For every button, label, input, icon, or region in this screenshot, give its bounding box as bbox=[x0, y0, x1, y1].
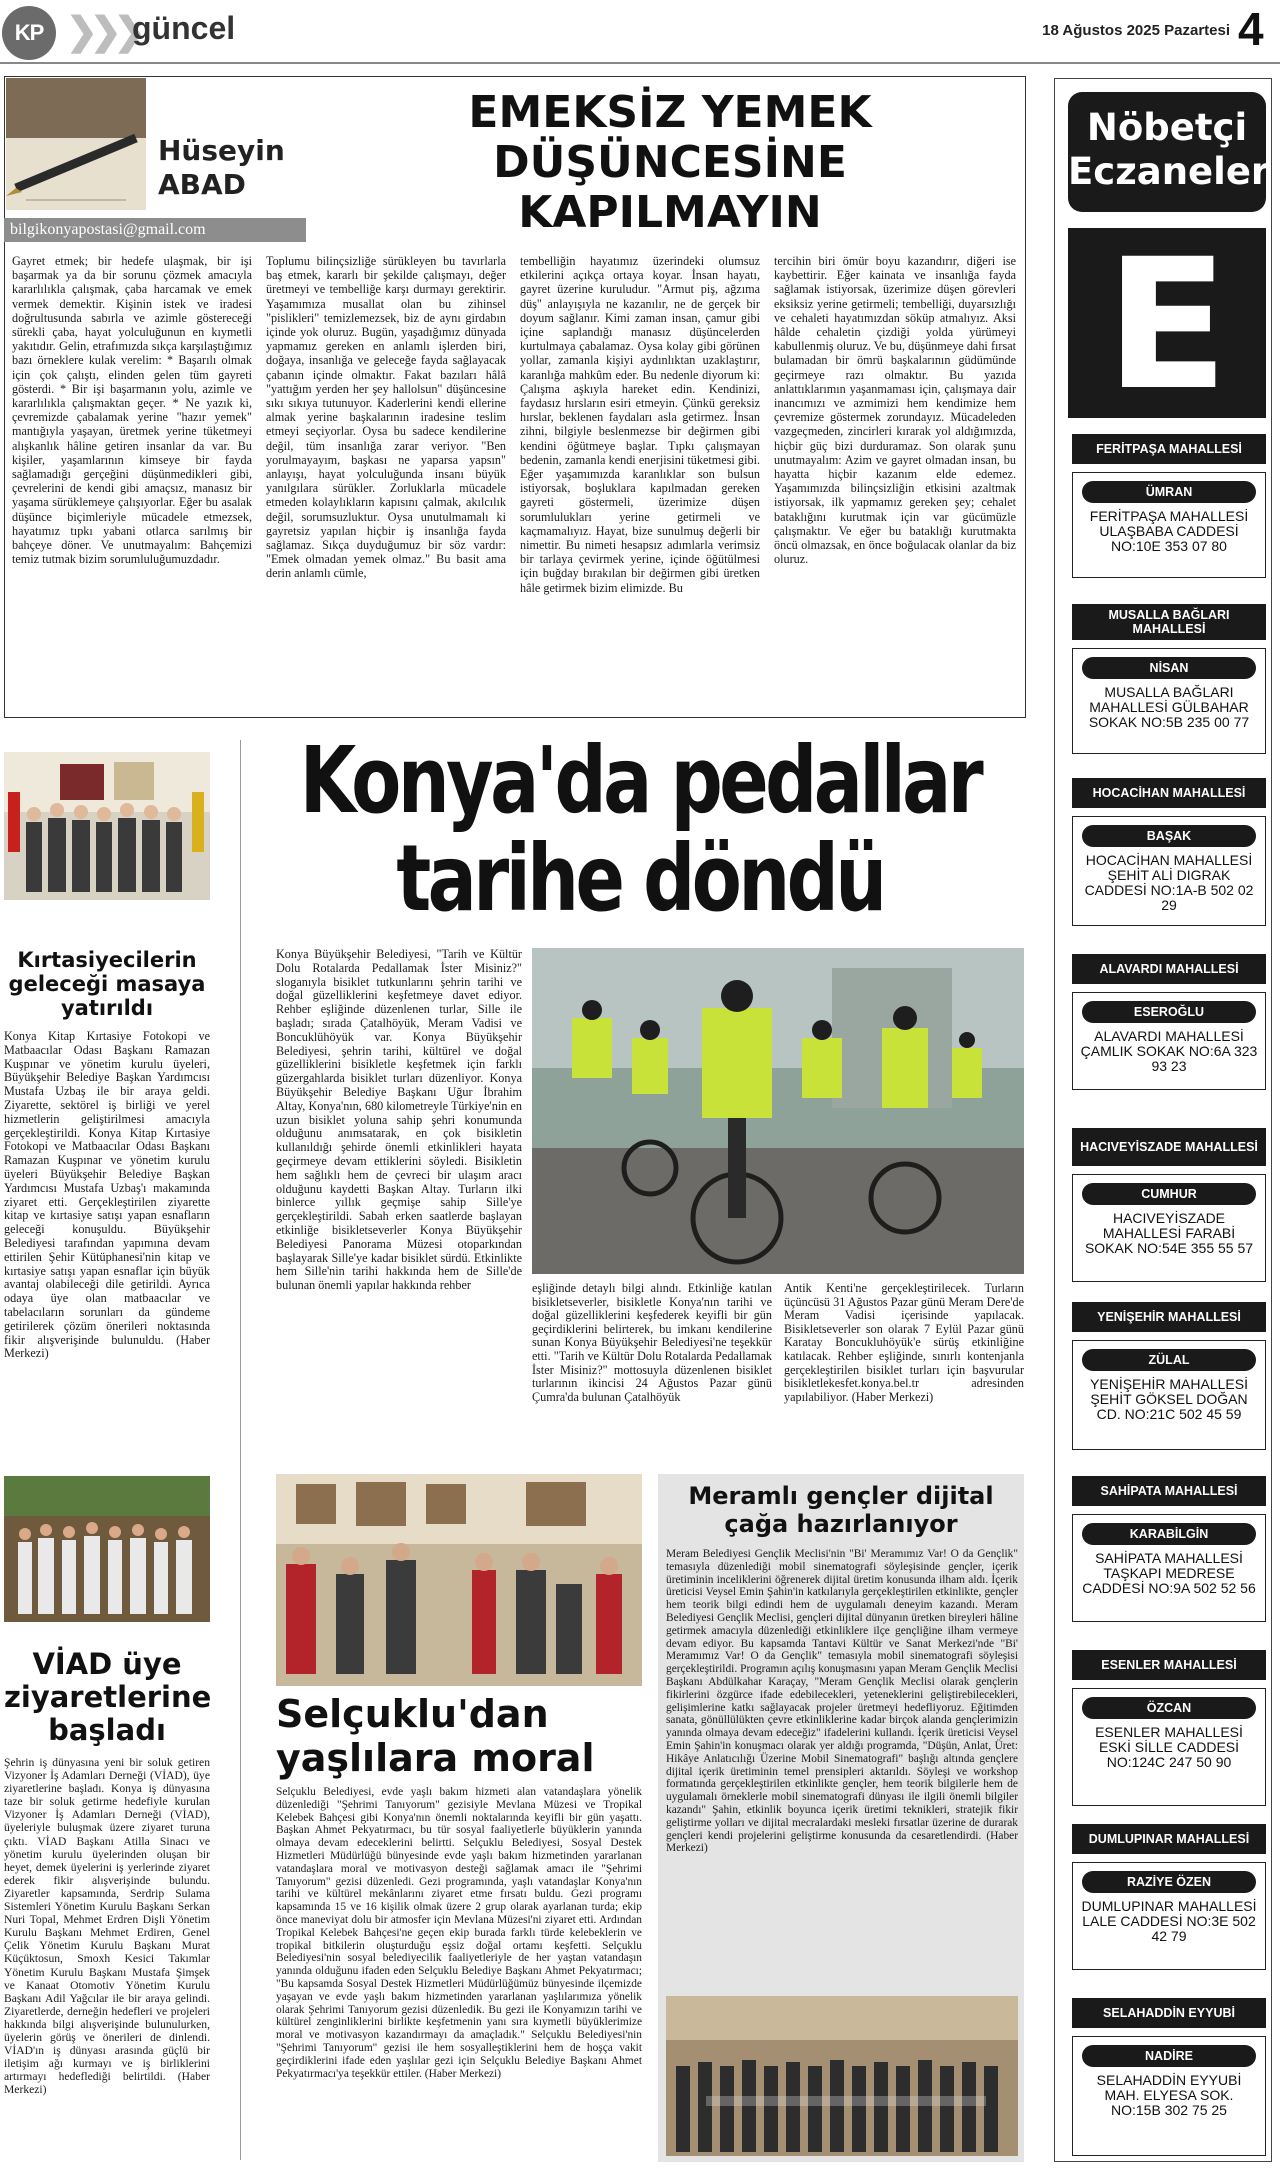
selcuklu-text: Selçuklu Belediyesi, evde yaşlı bakım hizmeti alan vatandaşlara yönelik düzenlediği "Şehrimi Tanıyorum" gezisiyle Mevlana Müzesi ve Tropikal Kelebek Bahçesi gibi Konya'nın önemli noktalarında keyifli bir gün yaşattı. Başkan Ahmet Pekyatırmacı, bu tür sosyal faaliyetlerle büyüklerin yanında olmaya devam edeceklerini belirtti. Selçuklu Belediyesi, Sosyal Destek Hizmetleri Müdürlüğü bünyesinde evde yaşlı bakım hizmetinden yararlanan vatandaşlara moral ve motivasyon desteği sağlamak amacı ile "Şehrimi Tanıyorum" gezisi düzenledi. Gezi programında, yaşlı vatandaşlar Konya'nın tarihi ve kültürel mekânlarını ziyaret etme fırsatı buldu. Gezi programı kapsamında 15 ve 16 kişilik olmak üzere 2 grup olarak ayarlanan turda; ekip önce maneviyat dolu bir atmosfer için Mevlana Müzesi'ni ziyaret etti. Ardından Tropikal Kelebek Bahçesi'ne geçen ekip burada farklı türde kelebeklerin ve tropikal bitkilerin oluşturduğu eşsiz doğal ortamı keşfetti. Selçuklu Belediyesi'nin sosyal belediyecilik faaliyetleriyle de her yaştan vatandaşın yanında olduğunu ifaden eden Selçuklu Belediye Başkanı Ahmet Pekyatırmacı; "Bu kapsamda Sosyal Destek Hizmetleri Müdürlüğümüz bünyesinde ilçemizde yaşayan ve evde yaşlı bakım hizmetinden yararlanan yaşlılarımıza yönelik olarak Şehrimi Tanıyorum gezisi düzenledik. Bu gezi ile Konyamızın tarihi ve kültürel zenginliklerini birlikte keşfetmenin yanı sıra kıymetli büyüklerimize moral ve motivasyon kazandırmayı da amaçladık." Selçuklu Belediyesi'nin "Şehrimi Tanıyorum" gezisi ile hem sosyalleştiklerini hem de hoşça vakit geçirdiklerini ifade eden yaşlılar gezi için Selçuklu Belediye Başkanı Ahmet Pekyatırmacı'ya teşekkür ettiler. (Haber Merkezi) bbox=[276, 1786, 642, 2080]
column-text-1: Gayret etmek; bir hedefe ulaşmak, bir işi başarmak ya da bir sorunu çözmek amacıyla kararlılıkla çalışmak, çaba harcamak ve emek vermek demektir. Kişinin istek ve iradesi doğrultusunda sabırla ve azimle göstereceği sürekli çaba, hayat yolculuğunun en kıymetli yakıtıdır. Gelin, etrafımızda sıkça karşılaştığımız bazı örneklere kulak verelim: * Başarılı olmak için çok çalıştı, elinden gelen tüm gayreti gösterdi. * Bir işi başarmanın yolu, azimle ve kararlılıkla çalışmaktan geçer. * Ne yazık ki, çevremizde çabalamak yerine "hazır yemek" mantığıyla yaşayan, üretmek yerine tüketmeyi alışkanlık hâline getiren insanlar da var. Bu kişiler, yaşamlarının kimseye bir fayda sağlamadığı gerçeğini düşünmedikleri gibi, çevrelerini de kendi gibi amaçsız, manasız bir yaşama sürüklemeye çalışıyorlar. Eğer bu asalak düşünce biçimleriyle mücadele etmezsek, hayatımız tıpkı yabani otlarca sarılmış bir bahçeye döner. Ve unutmayalım: Bahçemizi temiz tutmak bizim sorumluluğumuzdadır. bbox=[12, 254, 252, 567]
viad-headline: VİAD üye ziyaretlerine başladı bbox=[4, 1647, 212, 1747]
konya-text-3: Antik Kenti'ne gerçekleştirilecek. Turların üçüncüsü 31 Ağustos Pazar günü Meram Dere'de Meram Vadisi içerisinde yapılacak. Bisikletseverler son olarak 7 Eylül Pazar günü Karatay Boncukluhöyük'e sürüş etkinliğine katılacak. Rehber eşliğinde, sınırlı kontenjanla gerçekleştirilen bisiklet turları için başvurular bisikletlekesfet.konya.bel.tr adresinden yapılabiliyor. (Haber Merkezi) bbox=[784, 1282, 1024, 1404]
pharmacy-name: RAZİYE ÖZEN bbox=[1082, 1871, 1256, 1893]
pharmacy-card bbox=[1072, 816, 1266, 926]
pharmacy-name: ESEROĞLU bbox=[1082, 1001, 1256, 1023]
cyclists-photo bbox=[532, 948, 1024, 1274]
meram-group-photo bbox=[666, 1996, 1018, 2156]
pharmacy-district: DUMLUPINAR MAHALLESİ bbox=[1072, 1824, 1266, 1854]
fountain-pen-photo bbox=[6, 78, 146, 210]
pharmacy-name: NADİRE bbox=[1082, 2045, 1256, 2067]
pharmacy-name: BAŞAK bbox=[1082, 825, 1256, 847]
header-divider bbox=[0, 62, 1280, 64]
pharmacy-address: YENİŞEHİR MAHALLESİ ŞEHİT GÖKSEL DOĞAN CD. NO:21C 502 45 59 bbox=[1090, 1376, 1248, 1422]
pharmacy-district: SAHİPATA MAHALLESİ bbox=[1072, 1476, 1266, 1506]
konya-text-1: Konya Büyükşehir Belediyesi, "Tarih ve Kültür Dolu Rotalarda Pedallamak İster Misiniz?" sloganıyla bisiklet tutkunlarını şehrin tarihi ve doğal güzelliklerini keşfetmeye davet ediyor. Rehber eşliğinde düzenlenen turlar, Sille ile başladı; sırada Çatalhöyük, Meram Vadisi ve Boncuklühöyük var. Konya Büyükşehir Belediyesi, şehrin tarihi, kültürel ve doğal güzelliklerini bisikletle keşfetmek için farklı güzergahlarda bisiklet turları düzenliyor. Konya Büyükşehir Belediye Başkanı Uğur İbrahim Altay, Konya'nın, 680 kilometreyle Türkiye'nin en uzun bisiklet yoluna sahip şehri konumunda olduğunu anımsatarak, en çok bisikletin kullanıldığı şehirde önemli etkinlikleri hayata geçirmeye devam ettiklerini söyledi. Bisikletin hem sağlıklı hem de çevreci bir ulaşım aracı olduğunu kaydetti Başkan Altay. Turların ilki binlerce yıllık geçmişe sahip Sille'ye gerçekleştirildi. Sabah erken saatlerde başlayan etkinliğe bisikletseverler Konya Büyükşehir Belediyesi Panorama Müzesi otoparkından başlayarak Sille'ye kadar bisiklet sürdü. Etkinlikte hem Sille'nin tarihi hakkında hem de Sille'de bulunan önemli yapılar hakkında rehber bbox=[276, 948, 522, 1293]
author-email[interactable]: bilgikonyapostasi@gmail.com bbox=[4, 218, 306, 242]
pharmacy-name: ÜMRAN bbox=[1082, 481, 1256, 503]
column-text-4: tercihin biri ömür boyu kazandırır, diğeri ise kaybettirir. Eğer kainata ve insanlığa fayda sağlamak istiyorsak, üzerimize düşen görevleri eksiksiz yerine getirmeli; tembelliği, duyarsızlığı ve cehaleti hayatımızdan söküp atmalıyız. Aksi hâlde cehaletin çizdiği yolda yürümeyi kabullenmiş oluruz. Ve bu, düşünmeye dahi fırsat bulamadan bir ömrü başkalarının güdümünde geçirmeye razı olmaktır. Bu yazıda anlattıklarımın yaşanmaması için, çalışmaya dair inancımızı ve azmimizi hem kendimize hem çevremize göstermek zorundayız. Mücadeleden vazgeçmeden, zincirleri kırarak yol aldığımızda, hiçbir güç bizi durduramaz. Son olarak şunu unutmayalım: Azim ve gayret olmadan insan, bu hayatta hiçbir kazanım elde edemez. Yaşamımızda bilinçsizliğin etkisini azaltmak istiyorsak, ilk yapmamız gereken şey; cehalet bataklığını kurutmak için var gücümüzle çalışmaktır. Ve eğer bu bataklığı kurutmakta öncü olmazsak, en önce boğulacak olanlar da biz oluruz. bbox=[774, 254, 1016, 567]
pharmacy-address: ALAVARDI MAHALLESİ ÇAMLIK SOKAK NO:6A 323 93 23 bbox=[1080, 1028, 1258, 1074]
pharmacy-address: HOCACİHAN MAHALLESİ ŞEHİT ALİ DIGRAK CADDESİ NO:1A-B 502 02 29 bbox=[1084, 852, 1254, 913]
pharmacy-e-icon: E bbox=[1068, 228, 1266, 418]
pharmacy-name: ÖZCAN bbox=[1082, 1697, 1256, 1719]
author-name: Hüseyin ABAD bbox=[158, 134, 285, 201]
pharmacy-district: ALAVARDI MAHALLESİ bbox=[1072, 954, 1266, 984]
pharmacy-name: ZÜLAL bbox=[1082, 1349, 1256, 1371]
issue-date: 18 Ağustos 2025 Pazartesi bbox=[1042, 22, 1230, 39]
pharmacy-card bbox=[1072, 1514, 1266, 1622]
viad-text: Şehrin iş dünyasına yeni bir soluk getiren Vizyoner İş Adamları Derneği (VİAD), üye ziyaretlerine başladı. Konya iş dünyasına taze bir soluk getirme hedefiyle kurulan Vizyoner İş Adamları Derneği (VİAD), üyeleriyle buluşmak üzere ziyaret turuna çıktı. VİAD Başkanı Atilla Sinacı ve yönetim kurulu üyelerinden oluşan bir heyet, demek üyelerini iş yerlerinde ziyaret ederek fikir alışverişinde bulundu. Ziyaretler kapsamında, Serdrip Sulama Sistemleri Yönetim Kurulu Başkanı Serkan Nuri Topal, Mehmet Erdren Dişli Yönetim Kurulu Başkanı Mehmet Erdiren, Genel Çelik Yönetim Kurulu Başkanı Murat Küçüktosun, Smoxh Kesici Takımlar Yönetim Kurulu Başkanı Mustafa Şimşek ve Kanaat Otomotiv Yönetim Kurulu Başkanı Adil Yağcılar ile bir araya gelindi. Ziyaretlerde, derneğin hedefleri ve projeleri hakkında bilgi alışverişinde bulunulurken, üyelerin görüş ve önerileri de dinlendi. VİAD'ın iş dünyası arasında güçlü bir iletişim ağı kurmayı ve iş birliklerini artırmayı hedeflediği belirtildi. (Haber Merkezi) bbox=[4, 1756, 210, 2097]
pharmacy-sidebar-title: Nöbetçi Eczaneler bbox=[1068, 92, 1266, 212]
newspaper-logo: KP bbox=[2, 6, 56, 60]
pharmacy-district: ESENLER MAHALLESİ bbox=[1072, 1650, 1266, 1680]
pharmacy-address: DUMLUPINAR MAHALLESİ LALE CADDESİ NO:3E 502 42 79 bbox=[1081, 1898, 1257, 1944]
selcuklu-museum-photo bbox=[276, 1474, 642, 1686]
column-divider bbox=[240, 740, 241, 2160]
column-text-2: Toplumu bilinçsizliğe sürükleyen bu tavırlarla baş etmek, kararlı bir şekilde çalışmayı, değer üretmeyi ve tembelliğe karşı durmayı gerektirir. Yaşamımıza musallat olan bu zihinsel "pislikleri" temizlemezsek, biz de aynı girdabın içinde yok oluruz. Bugün, yaşadığımız dünyada yapmamız gereken en anlamlı işlerden biri, doğaya, insanlığa ve geleceğe fayda sağlayacak çabanın içinde olmaktır. Fakat bazıları hâlâ "yattığım yerden her şey hallolsun" düşüncesine sıkı sıkıya tutunuyor. Kaderlerini kendi ellerine almak yerine başkalarının iradesine teslim etmeyi seçiyorlar. Oysa bu sadece kendilerine değil, tüm insanlığa zarar veriyor. "Ben yorulmayayım, başkası ne yaparsa yapsın" anlayışı, hayat yolculuğunda insanı büyük yanılgılara sürükler. Zorluklarla mücadele etmeden kolaylıkların kapısını çalmak, akılcılık değil, sorumsuzluktur. Oysa unutulmamalı ki gayretsiz yapılan hiçbir iş insanlığa fayda sağlamaz. Sıkça duyduğumuz bir söz vardır: "Emek olmadan yemek olmaz." Bu basit ama derin anlamlı cümle, bbox=[266, 254, 506, 581]
kirtasiye-headline: Kırtasiyecilerin geleceği masaya yatırıldı bbox=[8, 948, 206, 1020]
meram-text: Meram Belediyesi Gençlik Meclisi'nin "Bi' Meramımız Var! O da Gençlik" temasıyla düzenlediği mobil sinematografi söyleşisinde gençler, içerik üretiminin inceliklerini öğrenerek dijital üretim konusunda ilham aldı. İçerik üreticisi Veysel Emin Şahin'in katkılarıyla gerçekleştirilen etkinlikte, gençler hem teorik bilgi edindi hem de uygulamalı deneyim kazandı. Meram Belediyesi Gençlik Meclisi, gençleri dijital dünyanın üretken bireyleri hâline getirmek amacıyla düzenlediği etkinliklere ilçe gençliğine ilham vermeye devam ediyor. Bu kapsamda Tantavi Kültür ve Sanat Merkezi'nde "Bi' Meramımız Var! O da Gençlik" temasıyla mobil sinematografi söyleşisi gerçekleştirildi. Programın açılış konuşmasını yapan Meram Gençlik Meclisi Başkanı Abdülkahar Karaçay, "Meram Gençlik Meclisi olarak gençlerin fikirlerini özgürce ifade edebilecekleri, yeteneklerini geliştirebilecekleri, gelişimlerine katkı sağlayacak projeler üretmeyi hedefliyoruz. Eğitimden sanata, gönüllülükten çevre etkinliklerine kadar birçok alanda gençlerimizin yanında olmaya devam edeceğiz" ifadelerini kullandı. İçerik üreticisi Veysel Emin Şahin'in konuşmacı olarak yer aldığı programda, "Düşün, Anlat, Üret: Hikâye Anlatıcılığı Üzerine Mobil Sinematografi" başlığı altında gençlere dijital içerik üretiminin temel prensipleri aktarıldı. Söyleşi ve workshop formatında gerçekleştirilen etkinlikte gençler, hem teorik bilgilerle hem de uygulamalı örneklerle mobil sinematografi dünyası ile ilgili önemli bilgiler kazandı" Şahin, etkinlik boyunca içerik üretimi teknikleri, stratejik fikir geliştirme yolları ve dijital mecralardaki mesleki fırsatlar üzerine de durarak gençleri kendi projelerini geliştirme konusunda da cesaretlendirdi. (Haber Merkezi) bbox=[666, 1548, 1018, 1855]
pharmacy-card bbox=[1072, 1862, 1266, 1970]
pharmacy-card bbox=[1072, 1340, 1266, 1450]
konya-text-2: eşliğinde detaylı bilgi alındı. Etkinliğe katılan bisikletseverler, bisikletle Konya'nın tarihi ve doğal güzelliklerini keşfederek keyifli bir gün geçirdiklerini belirterek, bu imkanı kendilerine sunan Konya Büyükşehir Belediyesi'ne teşekkür etti. "Tarih ve Kültür Dolu Rotalarda Pedallamak İster Misiniz?" mottosuyla düzenlenen bisiklet turlarının ikincisi 24 Ağustos Pazar günü Çumra'da bulunan Çatalhöyük bbox=[532, 1282, 772, 1404]
pharmacy-name: CUMHUR bbox=[1082, 1183, 1256, 1205]
pharmacy-card bbox=[1072, 1688, 1266, 1806]
column-headline: EMEKSİZ YEMEK DÜŞÜNCESİNE KAPILMAYIN bbox=[468, 87, 872, 238]
pharmacy-address: FERİTPAŞA MAHALLESİ ULAŞBABA CADDESİ NO:10E 353 07 80 bbox=[1089, 508, 1249, 554]
meram-headline: Meramlı gençler dijital çağa hazırlanıyor bbox=[688, 1482, 994, 1538]
pharmacy-address: MUSALLA BAĞLARI MAHALLESİ GÜLBAHAR SOKAK NO:5B 235 00 77 bbox=[1088, 684, 1250, 730]
pharmacy-card bbox=[1072, 1174, 1266, 1282]
column-text-3: tembelliğin hayatımız üzerindeki olumsuz etkilerini açıkça ortaya koyar. İnsan hayatı, gayret üzerine kuruludur. "Armut piş, ağzıma düş" anlayışıyla ne kazanılır, ne de gerçek bir doyum sağlanır. Kimi zaman insan, çamur gibi içine saplandığı manasız düşüncelerden kurtulmaya çabalamaz. Oysa kolay gibi görünen yollar, zamanla kişiyi aydınlıktan uzaklaştırır, karanlığa mahkûm eder. Bu nedenle diyorum ki: Çalışma aşkıyla hareket edin. Kendinizi, faydasız hırsların esiri etmeyin. Çünkü gereksiz hırslar, beklenen faydaları asla getirmez. İnsan zihni, bilgiyle beslenmezse bir değirmen gibi kendini öğütmeye başlar. Tıpkı çalışmayan bedenin, zamanla kendi enerjisini tüketmesi gibi. Eğer yaşamımızda karanlıklar son bulsun istiyorsak, boşluklara kapılmadan gereken gayreti göstermeli, üzerimize düşen sorumlulukları yerine getirmeli ve kaçmamalıyız. Hayat, bize sunulmuş değerli bir nimettir. Bu nimeti hesapsız adımlarla verimsiz bir tarlaya çevirmek yerine, içinde öğütülmesi için buğday bırakılan bir değirmen gibi üretken hâle getirmek bizim elimizde. Bu bbox=[520, 254, 760, 595]
section-title: güncel bbox=[132, 10, 236, 46]
pharmacy-district: HOCACİHAN MAHALLESİ bbox=[1072, 778, 1266, 808]
pharmacy-district: MUSALLA BAĞLARI MAHALLESİ bbox=[1072, 604, 1266, 640]
chevron-right-icon: ❯❯❯ bbox=[66, 11, 138, 53]
pharmacy-card bbox=[1072, 472, 1266, 578]
pharmacy-name: KARABİLGİN bbox=[1082, 1523, 1256, 1545]
selcuklu-headline: Selçuklu'dan yaşlılara moral bbox=[276, 1692, 595, 1780]
kirtasiye-meeting-photo bbox=[4, 752, 210, 900]
pharmacy-district: HACIVEYİSZADE MAHALLESİ bbox=[1072, 1128, 1266, 1166]
pharmacy-card bbox=[1072, 992, 1266, 1090]
kirtasiye-text: Konya Kitap Kırtasiye Fotokopi ve Matbaacılar Odası Başkanı Ramazan Kuşpınar ve yönetim kurulu üyeleri, Büyükşehir Belediye Başkan Yardımcısı Mustafa Uzbaş ile bir araya geldi. Ziyarette, sektörel iş birliği ve yerel hizmetlerin geliştirilmesi amacıyla gerçekleştirildi. Konya Kitap Kırtasiye Fotokopi ve Matbaacılar Odası Başkanı Ramazan Kuşpınar ve yönetim kurulu üyeleri Büyükşehir Belediye Başkan Yardımcısı Mustafa Uzbaş'ı makamında ziyaret etti. Gerçekleştirilen ziyarette kitap ve kırtasiye satışı yapan esnafların geleceği konuşuldu. Büyükşehir Belediyesi tarafından yapımına devam ettirilen Şehir Kütüphanesi'nin kitap ve kırtasiye satışı yapan esnaflar için büyük avantaj olabileceği dile getirildi. Ayrıca odaya üye olan matbaacılar ve tabelacıların sorunları da gündeme getirilerek çözüm önerileri noktasında fikir alışverişinde bulunuldu. (Haber Merkezi) bbox=[4, 1030, 210, 1361]
pharmacy-card bbox=[1072, 2036, 1266, 2156]
pharmacy-name: NİSAN bbox=[1082, 657, 1256, 679]
page-number: 4 bbox=[1238, 3, 1264, 55]
konya-headline: Konya'da pedallar tarihe döndü bbox=[299, 727, 981, 932]
pharmacy-district: SELAHADDİN EYYUBİ bbox=[1072, 1998, 1266, 2028]
viad-visit-photo bbox=[4, 1476, 210, 1622]
pharmacy-district: YENİŞEHİR MAHALLESİ bbox=[1072, 1302, 1266, 1332]
pharmacy-address: SAHİPATA MAHALLESİ TAŞKAPI MEDRESE CADDESİ NO:9A 502 52 56 bbox=[1082, 1550, 1256, 1596]
pharmacy-district: FERİTPAŞA MAHALLESİ bbox=[1072, 434, 1266, 464]
pharmacy-card bbox=[1072, 648, 1266, 754]
pharmacy-address: HACIVEYİSZADE MAHALLESİ FARABİ SOKAK NO:54E 355 55 57 bbox=[1084, 1210, 1254, 1256]
pharmacy-address: ESENLER MAHALLESİ ESKİ SİLLE CADDESİ NO:124C 247 50 90 bbox=[1095, 1724, 1243, 1770]
pharmacy-address: SELAHADDİN EYYUBİ MAH. ELYESA SOK. NO:15B 302 75 25 bbox=[1096, 2072, 1242, 2118]
